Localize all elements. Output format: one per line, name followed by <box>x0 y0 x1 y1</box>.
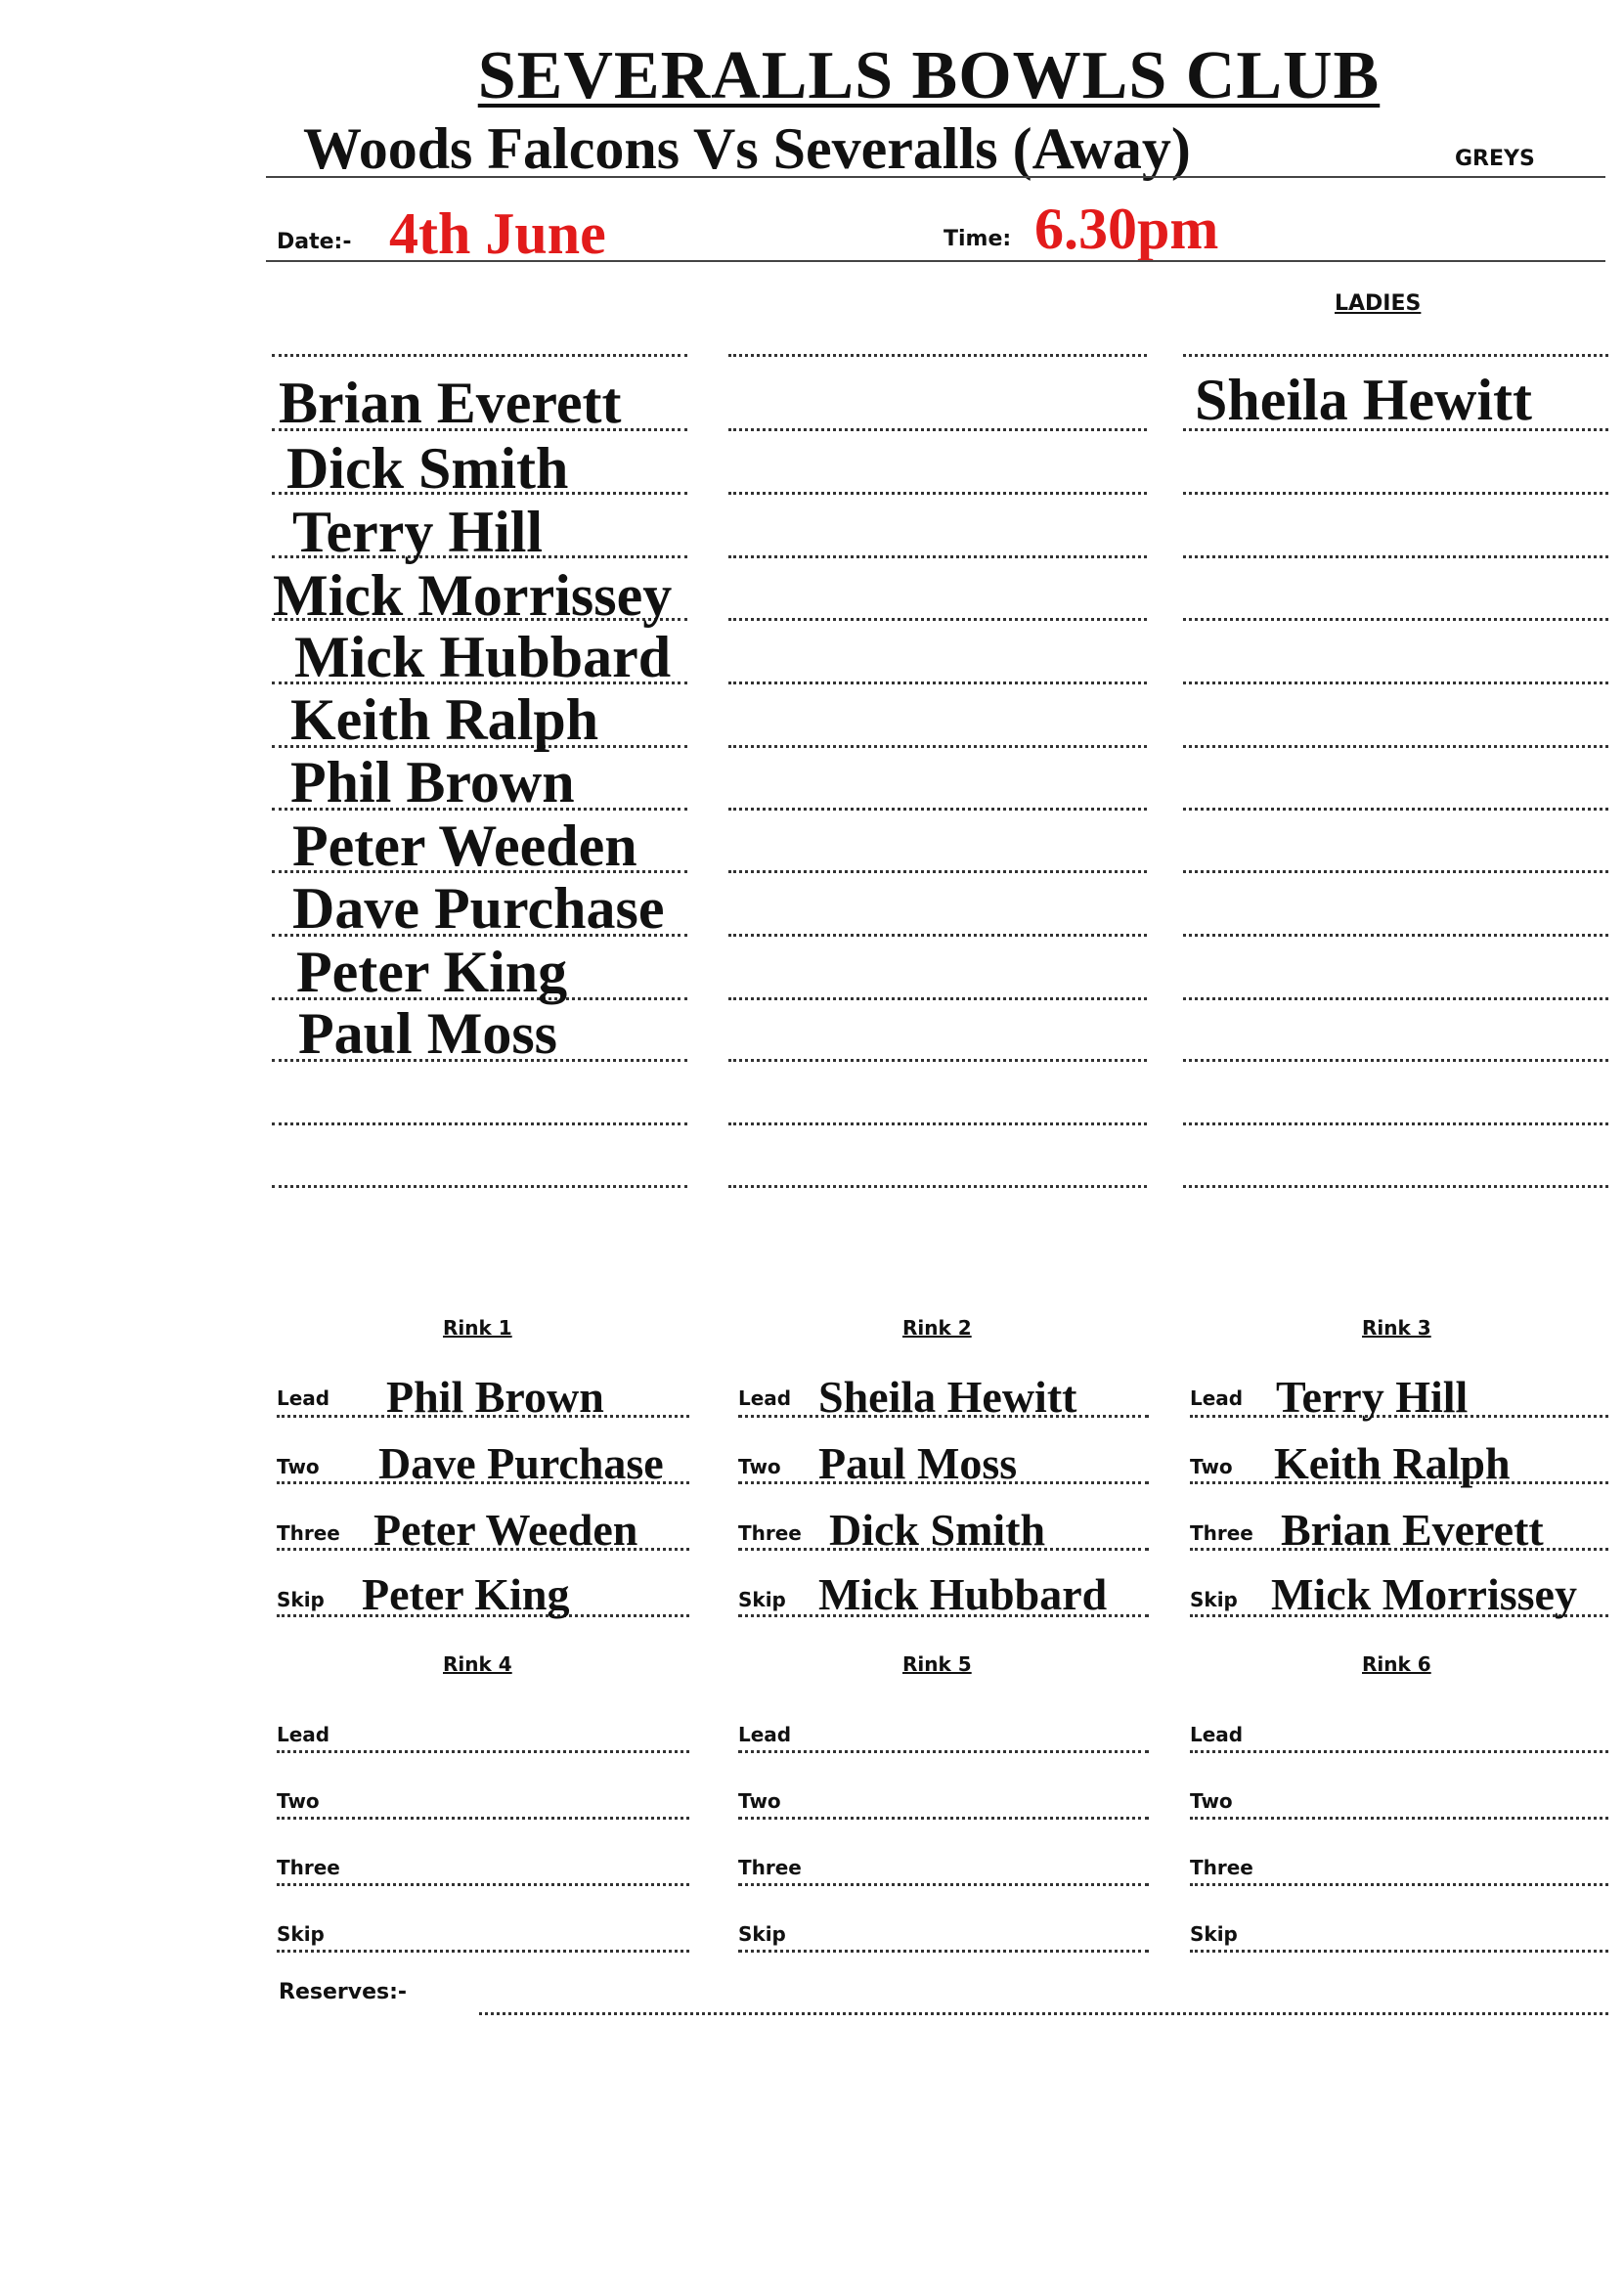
list-line <box>728 354 1147 357</box>
rink-position-label: Lead <box>277 1723 330 1746</box>
reserves-label: Reserves:- <box>279 1980 408 2004</box>
rink-position-label: Lead <box>738 1386 792 1410</box>
gents-player-name: Dick Smith <box>286 436 569 501</box>
gents-player-name: Mick Morrissey <box>273 563 673 628</box>
list-line <box>728 870 1147 873</box>
rink-player-name: Paul Moss <box>818 1438 1018 1488</box>
rink-position-label: Lead <box>277 1386 330 1410</box>
rink-position-label: Lead <box>738 1723 792 1746</box>
header-rule <box>266 176 1605 178</box>
gents-player-name: Peter Weeden <box>292 814 637 878</box>
rink-title: Rink 1 <box>443 1316 512 1340</box>
club-title: SEVERALLS BOWLS CLUB <box>477 38 1381 113</box>
list-line <box>728 808 1147 811</box>
list-line <box>728 618 1147 621</box>
list-line <box>1183 808 1608 811</box>
rink-player-name: Mick Morrissey <box>1271 1569 1577 1619</box>
rink-player-name: Dave Purchase <box>378 1438 664 1488</box>
rink-player-name: Phil Brown <box>386 1372 604 1422</box>
rink-position-label: Three <box>1190 1521 1253 1545</box>
rink-line <box>1190 1883 1608 1886</box>
list-line <box>1183 492 1608 495</box>
list-line <box>1183 1185 1608 1188</box>
ladies-player-name: Sheila Hewitt <box>1195 368 1532 432</box>
ladies-label: LADIES <box>1335 291 1422 316</box>
list-line <box>728 428 1147 431</box>
list-line <box>1183 1059 1608 1062</box>
list-line <box>1183 745 1608 748</box>
list-line <box>728 555 1147 558</box>
list-line <box>728 1059 1147 1062</box>
rink-line <box>738 1950 1149 1953</box>
gents-player-name: Keith Ralph <box>290 687 599 752</box>
rink-position-label: Lead <box>1190 1723 1244 1746</box>
rink-line <box>277 1883 689 1886</box>
gents-player-name: Dave Purchase <box>292 876 665 941</box>
date-label: Date:- <box>277 230 352 254</box>
rink-line <box>738 1883 1149 1886</box>
list-line <box>272 1185 687 1188</box>
rink-line <box>1190 1750 1608 1753</box>
rink-line <box>738 1750 1149 1753</box>
list-line <box>1183 997 1608 1000</box>
rink-position-label: Skip <box>277 1922 325 1946</box>
list-line <box>1183 555 1608 558</box>
time-value: 6.30pm <box>1034 197 1219 261</box>
gents-player-name: Mick Hubbard <box>294 625 672 689</box>
list-line <box>728 492 1147 495</box>
list-line <box>728 682 1147 684</box>
list-line <box>1183 682 1608 684</box>
rink-title: Rink 5 <box>902 1652 972 1676</box>
rink-position-label: Skip <box>738 1922 786 1946</box>
rink-title: Rink 2 <box>902 1316 972 1340</box>
rink-position-label: Two <box>277 1455 320 1478</box>
rink-line <box>1190 1950 1608 1953</box>
rink-title: Rink 3 <box>1362 1316 1431 1340</box>
team-colour-note: GREYS <box>1455 147 1535 171</box>
rink-player-name: Peter King <box>362 1569 570 1619</box>
gents-player-name: Terry Hill <box>292 500 544 564</box>
rink-line <box>277 1750 689 1753</box>
list-line <box>1183 934 1608 937</box>
gents-player-name: Phil Brown <box>290 750 575 814</box>
gents-player-name: Brian Everett <box>279 371 622 435</box>
rink-line <box>277 1950 689 1953</box>
match-title: Woods Falcons Vs Severalls (Away) <box>303 116 1191 181</box>
rink-position-label: Two <box>1190 1789 1233 1813</box>
time-label: Time: <box>944 227 1012 251</box>
rink-position-label: Three <box>277 1856 340 1879</box>
rink-player-name: Brian Everett <box>1281 1505 1544 1555</box>
rink-position-label: Skip <box>1190 1588 1238 1611</box>
rink-player-name: Mick Hubbard <box>818 1569 1108 1619</box>
rink-position-label: Two <box>738 1789 781 1813</box>
list-line <box>728 997 1147 1000</box>
rink-position-label: Skip <box>738 1588 786 1611</box>
date-value: 4th June <box>389 201 606 266</box>
list-line <box>272 354 687 357</box>
rink-position-label: Three <box>277 1521 340 1545</box>
rink-line <box>738 1817 1149 1820</box>
gents-player-name: Peter King <box>296 940 568 1004</box>
list-line <box>1183 618 1608 621</box>
rink-player-name: Keith Ralph <box>1274 1438 1511 1488</box>
rink-player-name: Sheila Hewitt <box>818 1372 1077 1422</box>
date-rule <box>266 260 1605 262</box>
rink-line <box>277 1817 689 1820</box>
list-line <box>728 1122 1147 1125</box>
list-line <box>1183 1122 1608 1125</box>
rink-position-label: Two <box>1190 1455 1233 1478</box>
rink-player-name: Peter Weeden <box>373 1505 638 1555</box>
rink-position-label: Three <box>1190 1856 1253 1879</box>
list-line <box>272 1122 687 1125</box>
rink-position-label: Three <box>738 1521 802 1545</box>
rink-position-label: Skip <box>1190 1922 1238 1946</box>
rink-title: Rink 4 <box>443 1652 512 1676</box>
reserves-line <box>479 2012 1608 2015</box>
list-line <box>728 934 1147 937</box>
rink-position-label: Two <box>738 1455 781 1478</box>
gents-player-name: Paul Moss <box>298 1001 558 1066</box>
rink-position-label: Lead <box>1190 1386 1244 1410</box>
list-line <box>728 745 1147 748</box>
rink-player-name: Dick Smith <box>829 1505 1046 1555</box>
rink-position-label: Skip <box>277 1588 325 1611</box>
list-line <box>728 1185 1147 1188</box>
list-line <box>1183 870 1608 873</box>
rink-position-label: Two <box>277 1789 320 1813</box>
rink-line <box>1190 1817 1608 1820</box>
rink-position-label: Three <box>738 1856 802 1879</box>
list-line <box>1183 354 1608 357</box>
rink-player-name: Terry Hill <box>1276 1372 1469 1422</box>
rink-title: Rink 6 <box>1362 1652 1431 1676</box>
